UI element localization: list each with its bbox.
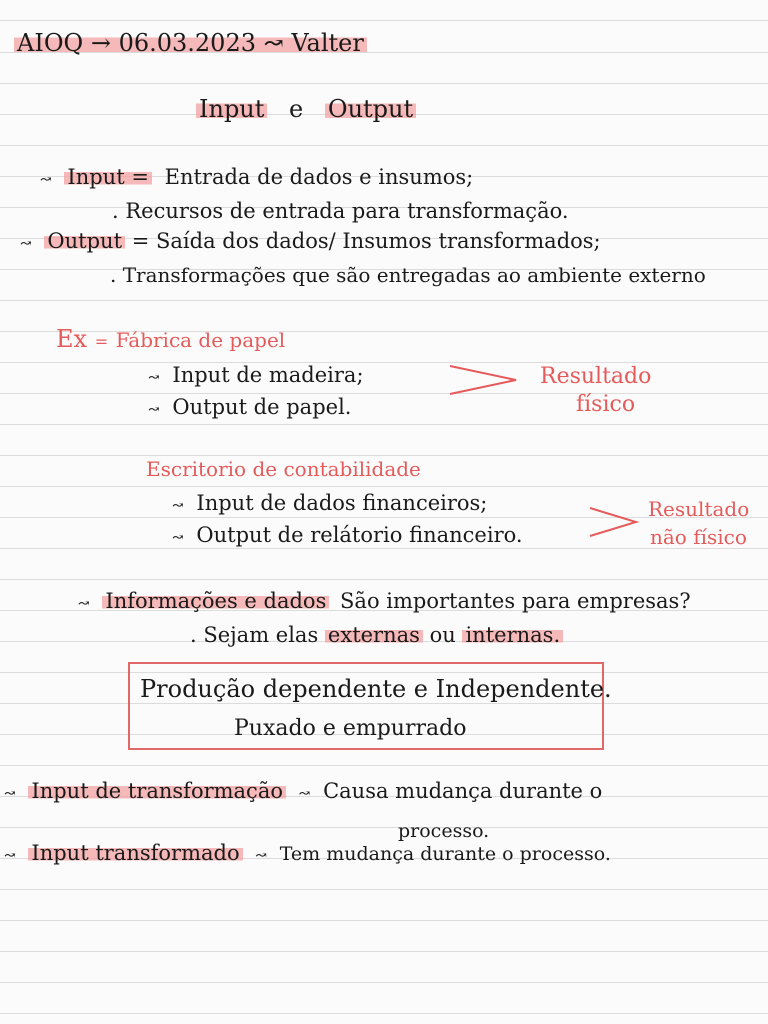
bullet-squiggle-icon: ↝	[20, 236, 32, 252]
title-right: Output	[325, 95, 416, 123]
example1-result-line2: físico	[576, 392, 636, 417]
chevron-right-icon	[448, 362, 520, 398]
header-arrow: →	[90, 29, 111, 57]
info-line	[78, 588, 691, 617]
example2-title: Escritorio de contabilidade	[146, 457, 421, 481]
example1-item-2: ↝ Output de papel.	[148, 395, 352, 419]
example2-result-line1: Resultado	[648, 497, 750, 521]
example2-item-1: ↝ Input de dados financeiros;	[172, 491, 488, 515]
header-code: AIOQ	[17, 29, 84, 57]
bullet-squiggle-icon: ↝	[298, 786, 311, 802]
example1-result-line1: Resultado	[540, 364, 652, 389]
bullet-squiggle-icon: ↝	[4, 786, 16, 802]
output-definition	[20, 228, 601, 257]
box-line-2: Puxado e empurrado	[234, 716, 467, 741]
input-definition	[40, 164, 473, 193]
bullet-squiggle-icon: ↝	[40, 172, 52, 188]
title-connector: e	[289, 95, 304, 123]
bullet-squiggle-icon: ↝	[4, 848, 16, 864]
output-eq: =	[131, 229, 150, 253]
bullet-squiggle-icon: ↝	[78, 596, 90, 612]
chevron-right-icon	[588, 504, 640, 540]
example2-item-2: ↝ Output de relátorio financeiro.	[172, 523, 523, 547]
transform-line-2	[4, 840, 611, 869]
sub-arrow-icon: ↝	[172, 498, 184, 514]
transform-term-2: Input transformado	[28, 841, 242, 865]
info-text: São importantes para empresas?	[340, 589, 691, 613]
info-external: externas	[325, 623, 423, 647]
info-sub: . Sejam elas externas ou internas.	[190, 622, 563, 648]
transform-term-1: Input de transformação	[28, 779, 286, 803]
input-term: Input =	[64, 165, 152, 189]
header-date: 06.03.2023	[118, 29, 256, 57]
example1-item-1: ↝ Input de madeira;	[148, 363, 364, 387]
input-text: Entrada de dados e insumos;	[164, 165, 474, 189]
header-author: Valter	[291, 29, 364, 57]
transform-text-1b: processo.	[398, 820, 490, 842]
output-text: Saída dos dados/ Insumos transformados;	[156, 229, 601, 253]
example-eq: =	[94, 332, 109, 351]
example-label: Ex	[56, 325, 88, 353]
page-title	[196, 96, 416, 122]
info-internal: internas.	[462, 623, 563, 647]
output-term: Output	[44, 229, 125, 253]
sub-arrow-icon: ↝	[172, 530, 184, 546]
transform-text-1: Causa mudança durante o	[323, 779, 603, 803]
transform-line-1	[4, 778, 602, 807]
input-sub: . Recursos de entrada para transformação.	[112, 199, 569, 223]
bullet-squiggle-icon: ↝	[255, 848, 268, 864]
box-line-1: Produção dependente e Independente.	[140, 675, 612, 703]
example1-title: Fábrica de papel	[115, 328, 286, 352]
header-line	[14, 30, 367, 56]
header-squiggle: ↝	[263, 29, 284, 57]
sub-arrow-icon: ↝	[148, 370, 160, 386]
info-term: Informações e dados	[102, 589, 329, 613]
example1-heading	[56, 326, 285, 355]
title-left: Input	[196, 95, 267, 123]
transform-text-2: Tem mudança durante o processo.	[279, 843, 611, 865]
example2-result-line2: não físico	[650, 525, 747, 549]
sub-arrow-icon: ↝	[148, 402, 160, 418]
output-sub: . Transformações que são entregadas ao ambiente externo	[110, 263, 706, 287]
